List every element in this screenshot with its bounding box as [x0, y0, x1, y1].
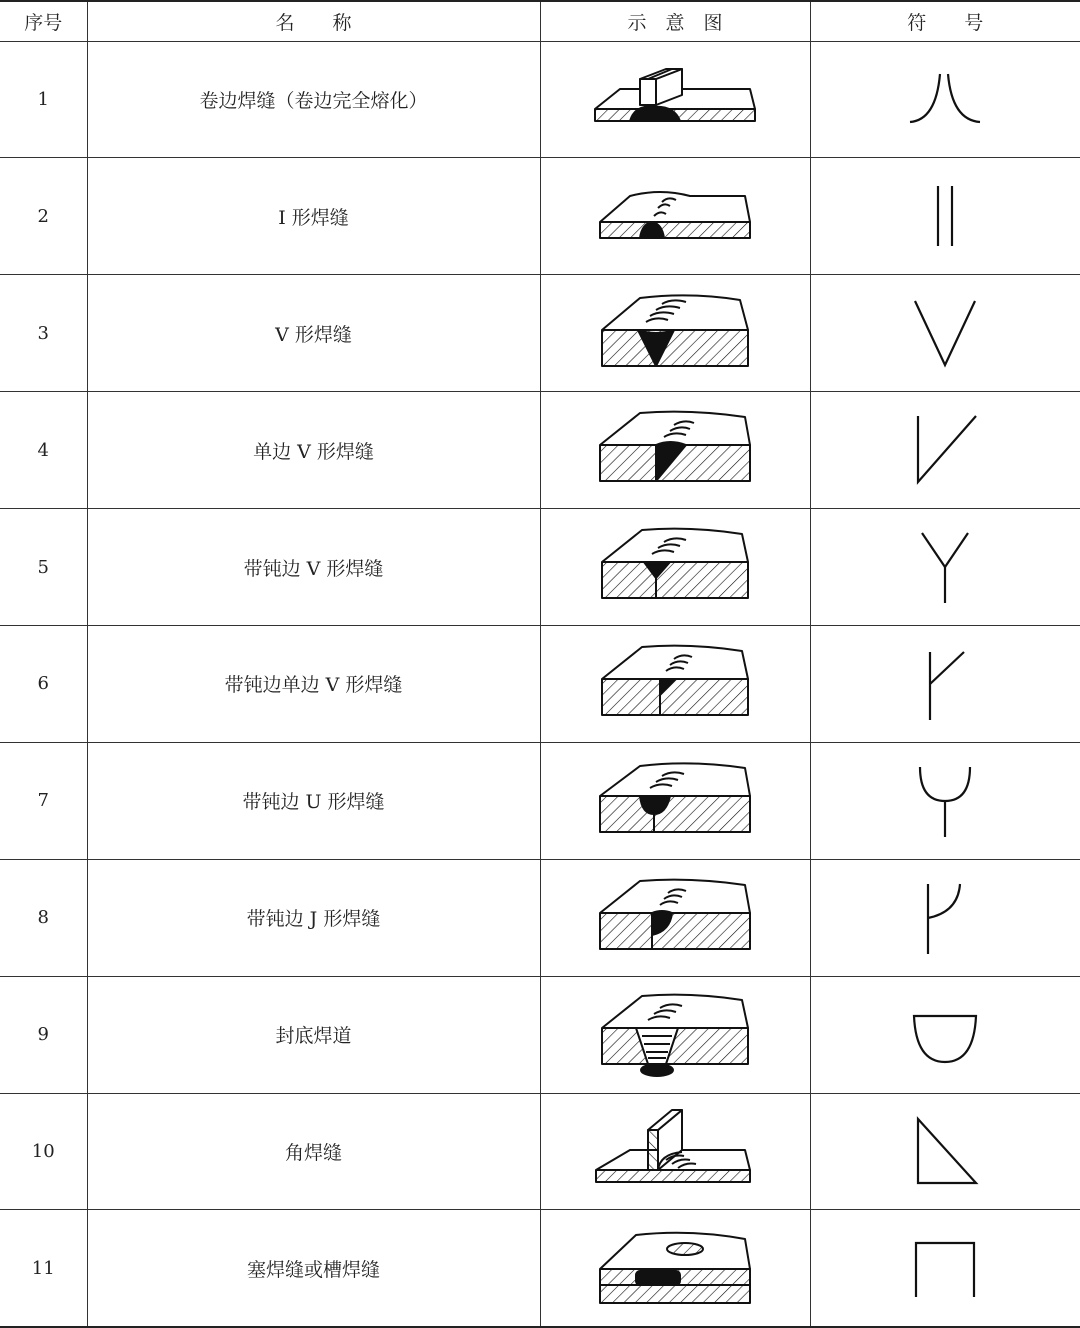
row-index: 6: [0, 625, 87, 742]
row-name: I 形焊缝: [87, 158, 540, 275]
table-row: [0, 1210, 1080, 1327]
row-name: 带钝边 V 形焊缝: [87, 509, 540, 626]
fillet-weld-diagram-icon: [590, 1106, 760, 1196]
bevel-symbol-icon: [900, 410, 990, 490]
row-symbol: [810, 392, 1080, 509]
row-index: 9: [0, 976, 87, 1093]
row-index: 2: [0, 158, 87, 275]
row-name: 带钝边单边 V 形焊缝: [87, 625, 540, 742]
j-symbol-icon: [900, 878, 990, 958]
u-symbol-icon: [900, 761, 990, 841]
row-diagram: [540, 41, 810, 158]
row-symbol: [810, 41, 1080, 158]
row-symbol: [810, 158, 1080, 275]
row-diagram: [540, 158, 810, 275]
row-index: 3: [0, 275, 87, 392]
row-index: 11: [0, 1210, 87, 1327]
j-weld-diagram-icon: [590, 873, 760, 963]
v-symbol-icon: [900, 293, 990, 373]
row-symbol: [810, 976, 1080, 1093]
u-weld-diagram-icon: [590, 756, 760, 846]
table-row: [0, 275, 1080, 392]
row-index: 4: [0, 392, 87, 509]
i-weld-diagram-icon: [590, 176, 760, 256]
row-name: V 形焊缝: [87, 275, 540, 392]
row-index: 1: [0, 41, 87, 158]
k-symbol-icon: [900, 644, 990, 724]
table-row: [0, 1093, 1080, 1210]
table-row: [0, 392, 1080, 509]
row-symbol: [810, 275, 1080, 392]
table-row: [0, 41, 1080, 158]
table-row: [0, 625, 1080, 742]
table-row: [0, 976, 1080, 1093]
single-bevel-weld-diagram-icon: [590, 405, 760, 495]
header-name: 名 称: [87, 1, 540, 41]
row-diagram: [540, 1210, 810, 1327]
header-index: 序号: [0, 1, 87, 41]
row-index: 5: [0, 509, 87, 626]
plug-symbol-icon: [900, 1233, 990, 1303]
row-symbol: [810, 1093, 1080, 1210]
table-row: [0, 742, 1080, 859]
row-index: 7: [0, 742, 87, 859]
row-diagram: [540, 742, 810, 859]
row-diagram: [540, 275, 810, 392]
row-symbol: [810, 625, 1080, 742]
backing-run-diagram-icon: [590, 988, 760, 1082]
row-diagram: [540, 1093, 810, 1210]
row-index: 8: [0, 859, 87, 976]
flanged-weld-diagram-icon: [590, 59, 760, 139]
v-root-face-weld-diagram-icon: [590, 522, 760, 612]
row-index: 10: [0, 1093, 87, 1210]
double-bar-symbol-icon: [900, 181, 990, 251]
row-symbol: [810, 1210, 1080, 1327]
y-symbol-icon: [900, 527, 990, 607]
row-diagram: [540, 392, 810, 509]
row-diagram: [540, 625, 810, 742]
v-weld-diagram-icon: [590, 288, 760, 378]
header-symbol: 符 号: [810, 1, 1080, 41]
plug-weld-diagram-icon: [590, 1223, 760, 1313]
fillet-symbol-icon: [900, 1111, 990, 1191]
table-row: [0, 509, 1080, 626]
flange-symbol-icon: [900, 64, 990, 134]
row-name: 带钝边 J 形焊缝: [87, 859, 540, 976]
row-name: 卷边焊缝（卷边完全熔化）: [87, 41, 540, 158]
header-row: [0, 1, 1080, 41]
row-diagram: [540, 859, 810, 976]
row-symbol: [810, 742, 1080, 859]
row-name: 带钝边 U 形焊缝: [87, 742, 540, 859]
row-name: 封底焊道: [87, 976, 540, 1093]
backing-run-symbol-icon: [900, 1000, 990, 1070]
table-row: [0, 859, 1080, 976]
row-symbol: [810, 509, 1080, 626]
header-diagram: 示 意 图: [540, 1, 810, 41]
row-name: 单边 V 形焊缝: [87, 392, 540, 509]
row-name: 角焊缝: [87, 1093, 540, 1210]
table-row: [0, 158, 1080, 275]
row-name: 塞焊缝或槽焊缝: [87, 1210, 540, 1327]
row-symbol: [810, 859, 1080, 976]
row-diagram: [540, 509, 810, 626]
row-diagram: [540, 976, 810, 1093]
bevel-root-face-weld-diagram-icon: [590, 639, 760, 729]
